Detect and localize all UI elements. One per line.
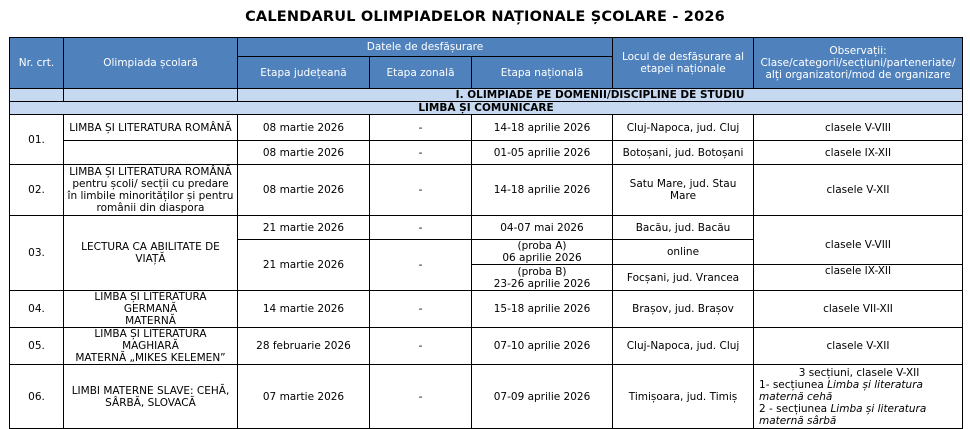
header-judeteana: Etapa județeană [238,57,370,89]
date-judeteana: 28 februarie 2026 [238,328,370,365]
date-zonala: - [370,165,472,216]
date-nationala: 15-18 aprilie 2026 [472,291,613,328]
date-nationala: 07-10 aprilie 2026 [472,328,613,365]
header-datele: Datele de desfășurare [238,38,613,57]
olympiad-calendar-table [9,37,963,429]
header-locul: Locul de desfășurare al etapei naționale [613,38,754,89]
table-row [10,291,963,328]
row-number: 06. [10,365,64,429]
location: Brașov, jud. Brașov [613,291,754,328]
observations: clasele V-VIII [754,216,963,265]
observations: clasele VII-XII [754,291,963,328]
olympiad-name: LIMBA ȘI LITERATURA ROMÂNĂ pentru școli/ secții cu predare în limbile minorităților și pentru românii din diaspora [64,165,238,216]
header-zonala: Etapa zonală [370,57,472,89]
date-nationala: 14-18 aprilie 2026 [472,165,613,216]
olympiad-name: LIMBA ȘI LITERATURA MAGHIARĂ MATERNĂ „MIKES KELEMEN” [64,328,238,365]
date-nationala-proba-a: (proba A) 06 aprilie 2026 [472,240,613,265]
section-title: I. OLIMPIADE PE DOMENII/DISCIPLINE DE STUDIU [238,89,963,102]
date-judeteana: 21 martie 2026 [238,240,370,291]
olympiad-name: LIMBA ȘI LITERATURA GERMANĂ MATERNĂ [64,291,238,328]
date-zonala: - [370,291,472,328]
date-judeteana: 21 martie 2026 [238,216,370,240]
observations: clasele IX-XII [754,265,963,291]
location: Botoșani, jud. Botoșani [613,141,754,165]
location: online [613,240,754,265]
location: Cluj-Napoca, jud. Cluj [613,115,754,141]
row-number: 04. [10,291,64,328]
table-row [10,216,963,240]
date-nationala: 04-07 mai 2026 [472,216,613,240]
header-olimpiada: Olimpiada școlară [64,38,238,89]
date-zonala: - [370,365,472,429]
table-row [10,328,963,365]
date-zonala: - [370,115,472,141]
date-judeteana: 14 martie 2026 [238,291,370,328]
header-nationala: Etapa națională [472,57,613,89]
observations: 3 secțiuni, clasele V-XII 1- secțiunea Limba și literatura maternă cehă 2 - secțiunea Limba și literatura maternă sârbă [754,365,963,429]
location: Cluj-Napoca, jud. Cluj [613,328,754,365]
header-nr: Nr. crt. [10,38,64,89]
table-row [10,365,963,429]
olympiad-name: LIMBI MATERNE SLAVE: CEHĂ, SÂRBĂ, SLOVACĂ [64,365,238,429]
date-zonala: - [370,240,472,291]
date-zonala: - [370,141,472,165]
date-nationala: 07-09 aprilie 2026 [472,365,613,429]
table-row [10,115,963,141]
row-number: 03. [10,216,64,291]
observations: clasele V-VIII [754,115,963,141]
observations: clasele V-XII [754,165,963,216]
table-row [10,141,963,165]
date-nationala: 14-18 aprilie 2026 [472,115,613,141]
subsection-title: LIMBĂ ȘI COMUNICARE [10,102,963,115]
date-judeteana: 08 martie 2026 [238,141,370,165]
row-number: 02. [10,165,64,216]
olympiad-name: LECTURA CA ABILITATE DE VIAȚĂ [64,216,238,291]
date-judeteana: 08 martie 2026 [238,115,370,141]
date-nationala: 01-05 aprilie 2026 [472,141,613,165]
observations: clasele IX-XII [754,141,963,165]
table-row [10,165,963,216]
date-judeteana: 08 martie 2026 [238,165,370,216]
date-zonala: - [370,216,472,240]
olympiad-name: LIMBA ȘI LITERATURA ROMÂNĂ [64,115,238,141]
location: Bacău, jud. Bacău [613,216,754,240]
date-zonala: - [370,328,472,365]
observations: clasele V-XII [754,328,963,365]
location: Satu Mare, jud. Stau Mare [613,165,754,216]
row-number: 01. [10,115,64,165]
date-judeteana: 07 martie 2026 [238,365,370,429]
location: Timișoara, jud. Timiș [613,365,754,429]
page-title: CALENDARUL OLIMPIADELOR NAȚIONALE ȘCOLARE - 2026 [245,9,725,25]
date-nationala-proba-b: (proba B) 23-26 aprilie 2026 [472,265,613,291]
location: Focșani, jud. Vrancea [613,265,754,291]
row-number: 05. [10,328,64,365]
header-observatii: Observații: Clase/categorii/secțiuni/parteneriate/ alți organizatori/mod de organizare [754,38,963,89]
